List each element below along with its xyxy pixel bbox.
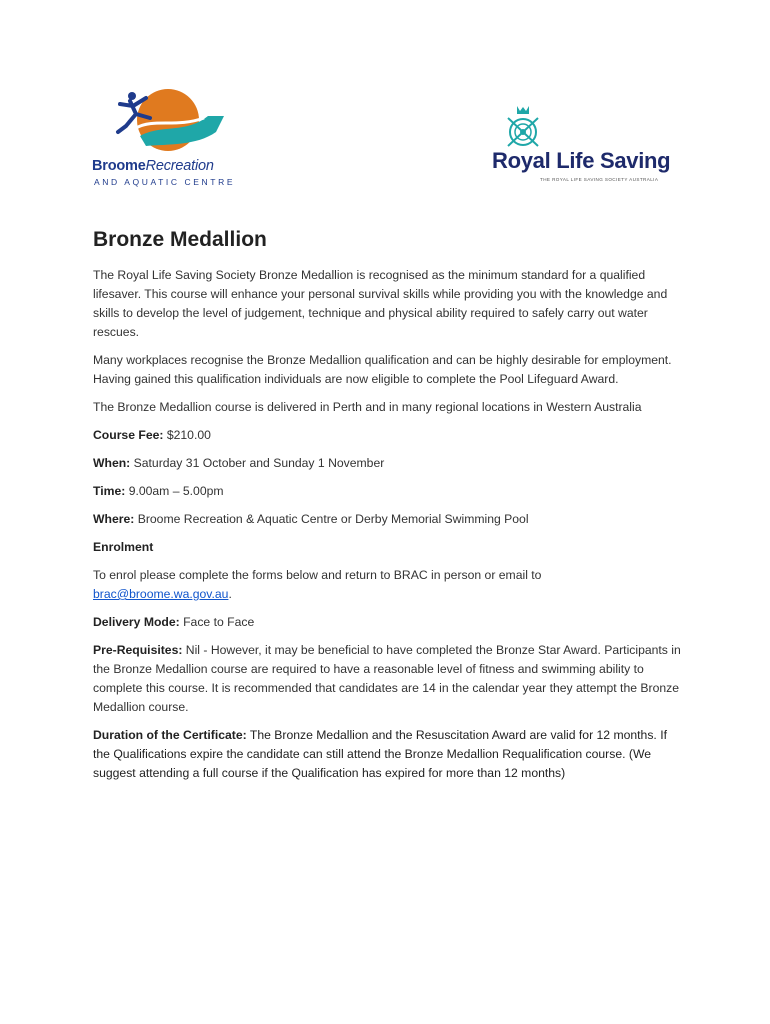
duration-label: Duration of the Certificate:	[93, 728, 247, 742]
time-value: 9.00am – 5.00pm	[128, 484, 224, 498]
course-when	[93, 454, 683, 473]
royal-life-saving-logo	[492, 104, 682, 184]
duration-value: The Bronze Medallion and the Resuscitation Award are valid for 12 months. If the Qualifications expire the candidate can still attend the Bronze Medallion Requalification course. (We suggest attending a full course if the Qualification has expired for more than 12 months)	[93, 728, 667, 780]
enrolment-period: .	[228, 587, 232, 601]
course-time	[93, 482, 683, 501]
when-value: Saturday 31 October and Sunday 1 November	[133, 456, 385, 470]
rls-wordmark: Royal Life Saving	[492, 148, 671, 173]
enrolment-heading: Enrolment	[93, 540, 154, 554]
where-value: Broome Recreation & Aquatic Centre or Derby Memorial Swimming Pool	[137, 512, 529, 526]
prereq-value: Nil - However, it may be beneficial to have completed the Bronze Star Award. Participants in the Bronze Medallion course are required to have a reasonable level of fitness and swimming ability to complete this course. It is recommended that candidates are 14 in the calendar year they attempt the Bronze Medallion course.	[93, 643, 681, 714]
time-label: Time:	[93, 484, 126, 498]
course-fee	[93, 426, 683, 445]
rls-tagline: THE ROYAL LIFE SAVING SOCIETY AUSTRALIA	[540, 177, 659, 182]
intro-paragraph-3: The Bronze Medallion course is delivered in Perth and in many regional locations in Western Australia	[93, 400, 642, 414]
delivery-mode	[93, 613, 683, 632]
prerequisites	[93, 641, 683, 717]
swimmer-logo-icon	[106, 88, 226, 156]
brac-wordmark: BroomeRecreation	[92, 158, 214, 174]
enrolment-text	[93, 566, 683, 604]
when-label: When:	[93, 456, 131, 470]
delivery-label: Delivery Mode:	[93, 615, 180, 629]
course-fee-label: Course Fee:	[93, 428, 164, 442]
delivery-value: Face to Face	[183, 615, 255, 629]
course-fee-value: $210.00	[166, 428, 211, 442]
intro-paragraph-1: The Royal Life Saving Society Bronze Medallion is recognised as the minimum standard for a qualified lifesaver. This course will enhance your personal survival skills while providing you with the knowledge and skills to develop the level of judgement, technique and physical ability required to safely carry out water rescues.	[93, 268, 668, 339]
where-label: Where:	[93, 512, 135, 526]
crest-icon	[502, 104, 544, 150]
course-where	[93, 510, 683, 529]
brac-subtitle: AND AQUATIC CENTRE	[94, 177, 236, 187]
certificate-duration	[93, 726, 683, 783]
course-content	[93, 228, 683, 792]
prereq-label: Pre-Requisites:	[93, 643, 183, 657]
intro-paragraph-2: Many workplaces recognise the Bronze Medallion qualification and can be highly desirable for employment. Having gained this qualification individuals are now eligible to complete the Pool Lifeguard Award.	[93, 353, 672, 386]
email-link[interactable]: brac@broome.wa.gov.au	[93, 587, 229, 601]
page-title: Bronze Medallion	[93, 228, 267, 251]
broome-recreation-logo	[88, 88, 238, 190]
enrolment-instructions: To enrol please complete the forms below and return to BRAC in person or email to	[93, 568, 542, 582]
